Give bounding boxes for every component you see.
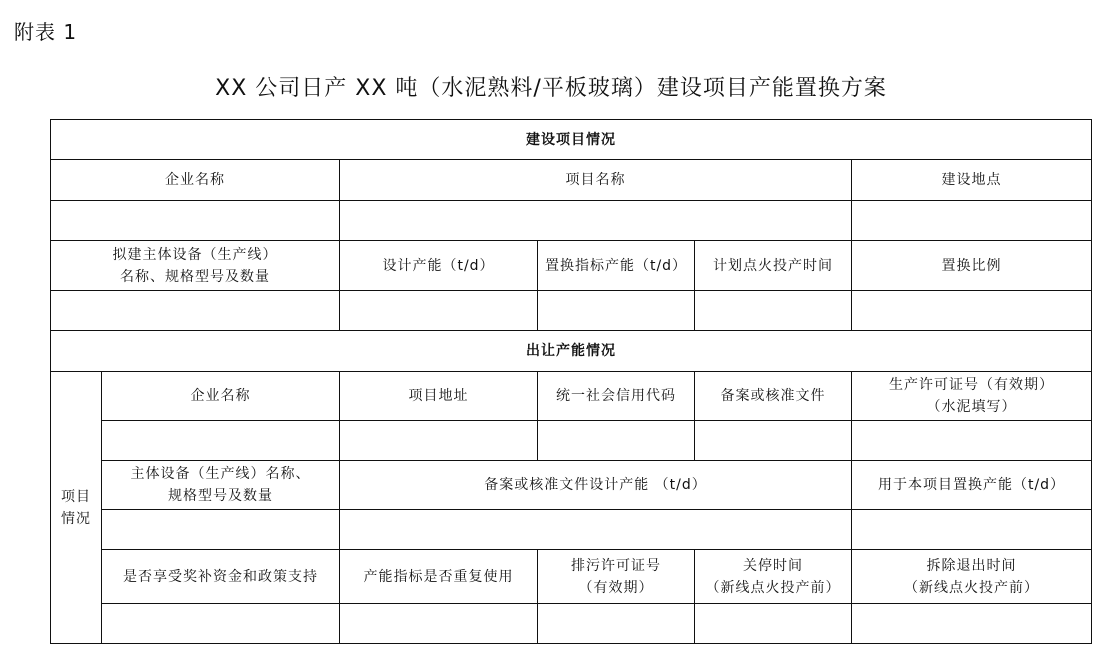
transfer-reuse-header: 产能指标是否重复使用: [340, 550, 538, 604]
construction-company-name-header: 企业名称: [51, 160, 340, 201]
transfer-equipment-header-line1: 主体设备（生产线）名称、: [130, 466, 311, 482]
transfer-section-title: 出让产能情况: [51, 331, 1092, 372]
transfer-used-capacity-header: 用于本项目置换产能（t/d）: [852, 461, 1092, 510]
capacity-replacement-table: [50, 119, 1092, 644]
transfer-shutdown-header-line2: （新线点火投产前）: [705, 579, 841, 596]
construction-location-header: 建设地点: [852, 160, 1092, 201]
transfer-credit-code-header: 统一社会信用代码: [538, 372, 695, 421]
transfer-reuse-cell[interactable]: [340, 604, 538, 644]
transfer-filing-docs-cell[interactable]: [695, 421, 852, 461]
construction-planned-ignition-cell[interactable]: [695, 291, 852, 331]
transfer-equipment-header: [102, 461, 340, 510]
construction-project-name-header: 项目名称: [340, 160, 852, 201]
transfer-credit-code-cell[interactable]: [538, 421, 695, 461]
annex-label: 附表 1: [14, 20, 78, 44]
construction-equipment-cell[interactable]: [51, 291, 340, 331]
transfer-demolition-cell[interactable]: [852, 604, 1092, 644]
transfer-permit-cell[interactable]: [538, 604, 695, 644]
transfer-filing-docs-header: 备案或核准文件: [695, 372, 852, 421]
transfer-side-label-line1: 项目: [61, 488, 91, 505]
transfer-subsidy-header: 是否享受奖补资金和政策支持: [102, 550, 340, 604]
transfer-shutdown-header: [695, 550, 852, 604]
transfer-demolition-header-line2: （新线点火投产前）: [904, 579, 1039, 596]
transfer-filing-capacity-header: 备案或核准文件设计产能 （t/d）: [340, 461, 852, 510]
transfer-equipment-header-line2: 规格型号及数量: [168, 488, 273, 504]
transfer-filing-capacity-cell[interactable]: [340, 510, 852, 550]
transfer-shutdown-header-line1: 关停时间: [743, 557, 803, 574]
transfer-shutdown-cell[interactable]: [695, 604, 852, 644]
construction-section-title: 建设项目情况: [51, 120, 1092, 160]
construction-project-name-cell[interactable]: [340, 201, 852, 241]
transfer-subsidy-cell[interactable]: [102, 604, 340, 644]
transfer-equipment-cell[interactable]: [102, 510, 340, 550]
transfer-side-label-line2: 情况: [61, 510, 91, 527]
transfer-project-address-cell[interactable]: [340, 421, 538, 461]
construction-design-capacity-cell[interactable]: [340, 291, 538, 331]
construction-replacement-ratio-cell[interactable]: [852, 291, 1092, 331]
transfer-license-cell[interactable]: [852, 421, 1092, 461]
construction-design-capacity-header: 设计产能（t/d）: [340, 241, 538, 291]
construction-replacement-capacity-header: 置换指标产能（t/d）: [538, 241, 695, 291]
transfer-permit-header: [538, 550, 695, 604]
construction-replacement-ratio-header: 置换比例: [852, 241, 1092, 291]
transfer-project-address-header: 项目地址: [340, 372, 538, 421]
construction-company-name-cell[interactable]: [51, 201, 340, 241]
transfer-license-header-line1: 生产许可证号（有效期）: [889, 377, 1054, 393]
transfer-side-label: [51, 372, 102, 644]
transfer-demolition-header-line1: 拆除退出时间: [926, 557, 1017, 574]
construction-equipment-header-line1: 拟建主体设备（生产线）: [112, 246, 278, 263]
construction-planned-ignition-header: 计划点火投产时间: [695, 241, 852, 291]
construction-location-cell[interactable]: [852, 201, 1092, 241]
transfer-license-header: [852, 372, 1092, 421]
transfer-permit-header-line2: （有效期）: [578, 579, 654, 596]
transfer-permit-header-line1: 排污许可证号: [571, 557, 661, 574]
construction-equipment-header-line2: 名称、规格型号及数量: [120, 268, 270, 285]
transfer-demolition-header: [852, 550, 1092, 604]
construction-equipment-header: [51, 241, 340, 291]
page-title: XX 公司日产 XX 吨（水泥熟料/平板玻璃）建设项目产能置换方案: [215, 76, 887, 101]
transfer-company-name-header: 企业名称: [102, 372, 340, 421]
transfer-company-name-cell[interactable]: [102, 421, 340, 461]
construction-replacement-capacity-cell[interactable]: [538, 291, 695, 331]
transfer-used-capacity-cell[interactable]: [852, 510, 1092, 550]
transfer-license-header-line2: （水泥填写）: [926, 399, 1017, 415]
